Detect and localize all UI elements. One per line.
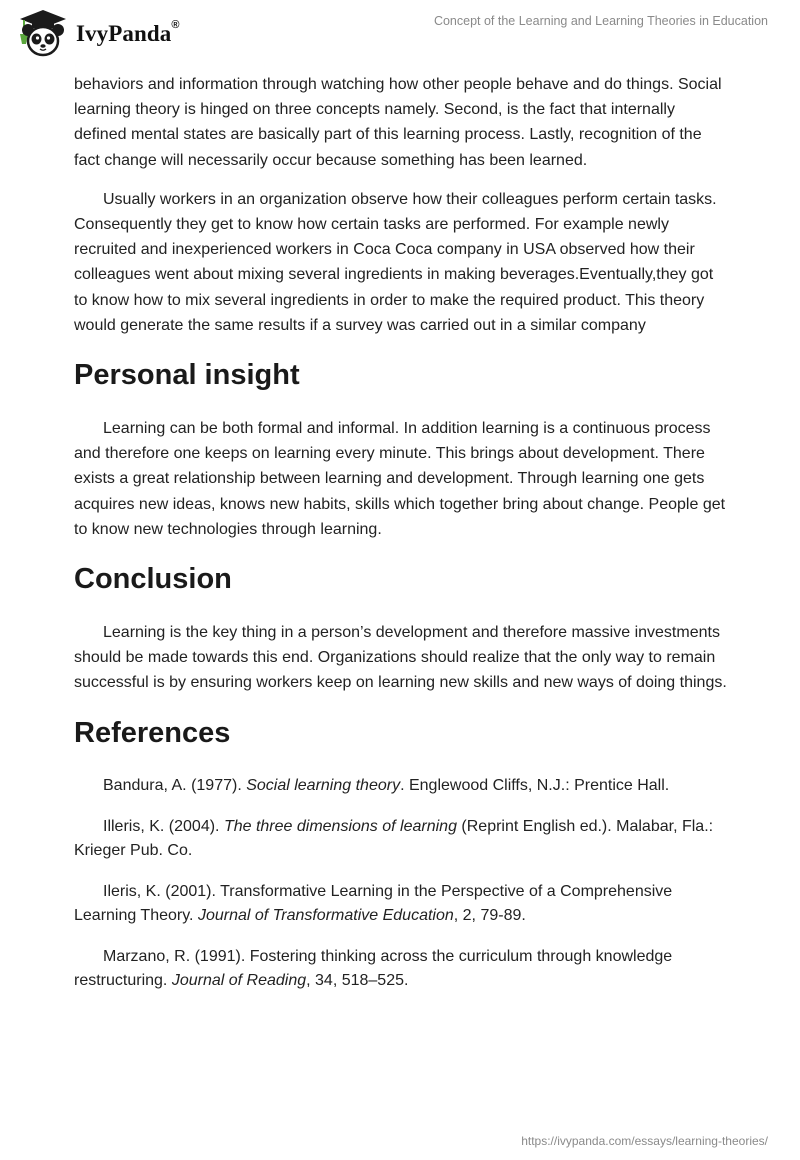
conclusion-paragraph: Learning is the key thing in a person’s development and therefore massive investments should be made towards this end. Organizations should realize that the only way to remain successful is by ensuring workers keep on learning new skills and new ways of doing things. [74, 624, 727, 692]
personal-insight-heading: Personal insight [74, 359, 300, 392]
references-list [74, 774, 728, 993]
document-title: Concept of the Learning and Learning Theories in Education [433, 14, 768, 28]
brand-name: IvyPanda® [76, 19, 180, 46]
essay-content [74, 72, 728, 1010]
reference-item: Marzano, R. (1991). Fostering thinking across the curriculum through knowledge restructuring. Journal of Reading, 34, 518–525. [74, 947, 673, 989]
example-paragraph: Usually workers in an organization observe how their colleagues perform certain tasks. Consequently they get to know how certain tasks are performed. For example newly recruited and inexperienced workers in Coca Coca company in USA observed how their colleagues went about mixing several ingredients in making beverages.Eventually,they got to know how to mix several ingredients in order to make the required product. This theory would generate the same results if a survey was carried out in a similar company [74, 190, 717, 334]
page-header [0, 0, 800, 70]
reference-item: Ileris, K. (2001). Transformative Learning in the Perspective of a Comprehensive Learning Theory. Journal of Transformative Education, 2, 79-89. [74, 882, 673, 924]
personal-insight-paragraph: Learning can be both formal and informal. In addition learning is a continuous process and therefore one keeps on learning every minute. This brings about development. There exists a great relationship between learning and development. Through learning one gets acquires new ideas, knows new habits, skills which together bring about change. People get to know new technologies through learning. [74, 420, 726, 538]
references-heading: References [74, 716, 231, 749]
registered-mark: ® [171, 19, 180, 31]
reference-item: Illeris, K. (2004). The three dimensions of learning (Reprint English ed.). Malabar, Fla.: Krieger Pub. Co. [74, 817, 714, 859]
intro-paragraph: behaviors and information through watching how other people behave and do things. Social learning theory is hinged on three concepts namely. Second, is the fact that internally defined mental states are basically part of this learning process. Lastly, recognition of the fact change will necessarily occur because something has been learned. [74, 76, 722, 169]
conclusion-heading: Conclusion [74, 563, 232, 596]
reference-item: Bandura, A. (1977). Social learning theory. Englewood Cliffs, N.J.: Prentice Hall. [103, 776, 670, 794]
brand-logo-link[interactable] [14, 8, 180, 60]
footer-source-link[interactable]: https://ivypanda.com/essays/learning-theories/ [521, 1134, 768, 1148]
panda-graduate-logo-icon [14, 8, 72, 60]
